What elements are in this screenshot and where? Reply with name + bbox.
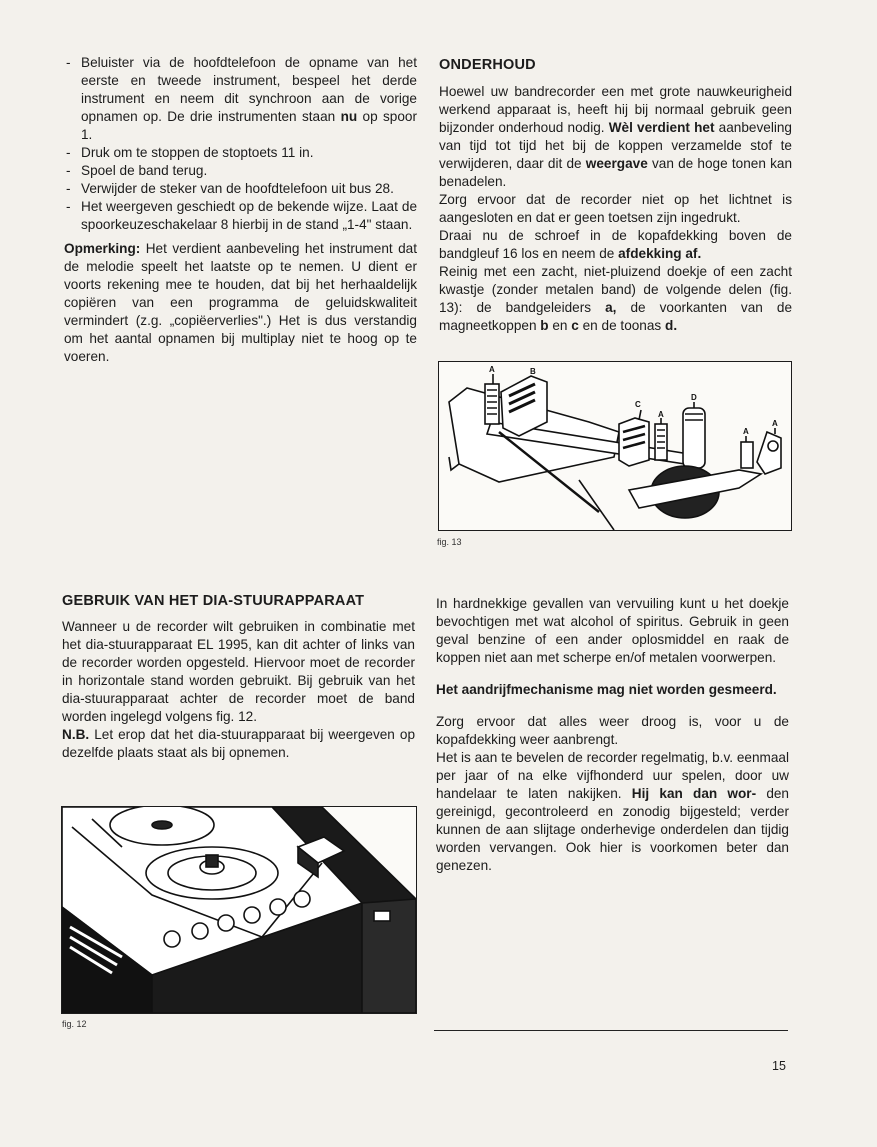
figure-caption: fig. 13 — [437, 537, 462, 547]
label-d: D — [691, 393, 697, 402]
paragraph: In hardnekkige gevallen van vervuiling kunt u het doekje bevochtigen met wat alcohol of spiritus. Gebruik in geen geval benzine of een ander oplosmiddel en raak de koppen niet aan met scherpe en/of metalen voorwerpen. — [436, 596, 789, 665]
list-item: - Beluister via de hoofdtelefoon de opname van het eerste en tweede instrument, bespeel het derde instrument en neem dit synchroon aan de vorige opnamen op. De drie instrumenten staan nu op spoor 1. — [64, 54, 417, 144]
list-item: - Druk om te stoppen de stoptoets 11 in. — [64, 144, 417, 162]
footer-rule — [434, 1030, 788, 1031]
figure-12-recorder — [61, 806, 417, 1014]
maintenance-section — [439, 56, 792, 335]
paragraph: Draai nu de schroef in de kopafdekking boven de bandgleuf 16 los en neem de afdekking af. — [439, 228, 792, 261]
instruction-list — [64, 54, 417, 234]
label-b: B — [530, 367, 536, 376]
label-a: A — [743, 427, 749, 436]
left-top-column — [64, 54, 417, 366]
section-heading: ONDERHOUD — [439, 57, 536, 73]
label-a: A — [772, 419, 778, 428]
cleaning-continued — [436, 595, 789, 875]
paragraph: N.B. Let erop dat het dia-stuurapparaat bij weergeven op dezelfde plaats staat als bij opnemen. — [62, 727, 415, 760]
paragraph: Hoewel uw bandrecorder een met grote nauwkeurigheid werkend apparaat is, heeft hij bij normaal gebruik geen bijzonder onderhoud nodig. Wèl verdient het aanbeveling van tijd tot tijd het bij de koppen verzamelde stof te verwijderen, daar dit de weergave van de hoge tonen kan benadelen. — [439, 84, 792, 189]
paragraph: Zorg ervoor dat alles weer droog is, voor u de kopafdekking weer aanbrengt. — [436, 714, 789, 747]
section-heading: GEBRUIK VAN HET DIA-STUURAPPARAAT — [62, 593, 365, 609]
label-c: C — [635, 400, 641, 409]
label-a: A — [658, 410, 664, 419]
recorder-illustration — [62, 807, 416, 1013]
list-item: - Het weergeven geschiedt op de bekende wijze. Laat de spoorkeuzeschakelaar 8 hierbij in de stand „1-4" staan. — [64, 198, 417, 234]
label-a: A — [489, 365, 495, 374]
figure-13-tape-heads — [438, 361, 792, 531]
warning-text: Het aandrijfmechanisme mag niet worden gesmeerd. — [436, 682, 777, 697]
list-item: - Spoel de band terug. — [64, 162, 417, 180]
figure-caption: fig. 12 — [62, 1019, 87, 1029]
paragraph: Het is aan te bevelen de recorder regelmatig, b.v. eenmaal per jaar of na elke vijfhonderd uur spelen, door uw handelaar te laten nakijken. Hij kan dan wor- den gereinigd, gecontroleerd en zonodig bijgesteld; verder kunnen de aan slijtage onderhevige onderdelen dan tijdig worden vervangen. Ook hier is voorkomen beter dan genezen. — [436, 750, 789, 873]
paragraph: Wanneer u de recorder wilt gebruiken in combinatie met het dia-stuurapparaat EL 1995, kan dit achter of links van de recorder worden opgesteld. Hiervoor moet de recorder in horizontale stand worden gebruikt. Bij gebruik van het dia-stuurapparaat achter de recorder moet de band worden ingelegd volgens fig. 12. — [62, 619, 415, 724]
list-item: - Verwijder de steker van de hoofdtelefoon uit bus 28. — [64, 180, 417, 198]
page-number: 15 — [772, 1059, 786, 1073]
tape-head-illustration — [439, 362, 791, 530]
slide-controller-section — [62, 592, 415, 762]
paragraph: Reinig met een zacht, niet-pluizend doekje of een zacht kwastje (zonder metalen band) de volgende delen (fig. 13): de bandgeleiders a, de voorkanten van de magneetkoppen b en c en de toonas d. — [439, 264, 792, 333]
remark-paragraph: Opmerking: Het verdient aanbeveling het instrument dat de melodie speelt het laatste op te nemen. U dient er voorts rekening mee te houden, dat bij het herhaaldelijk copiëren van een programma de geluidskwaliteit vermindert (z.g. „copiëerverlies".) Het is dus verstandig om het aantal opnamen bij multiplay niet te hoog op te voeren. — [64, 241, 417, 364]
paragraph: Zorg ervoor dat de recorder niet op het lichtnet is aangesloten en dat er geen toetsen zijn ingedrukt. — [439, 192, 792, 225]
